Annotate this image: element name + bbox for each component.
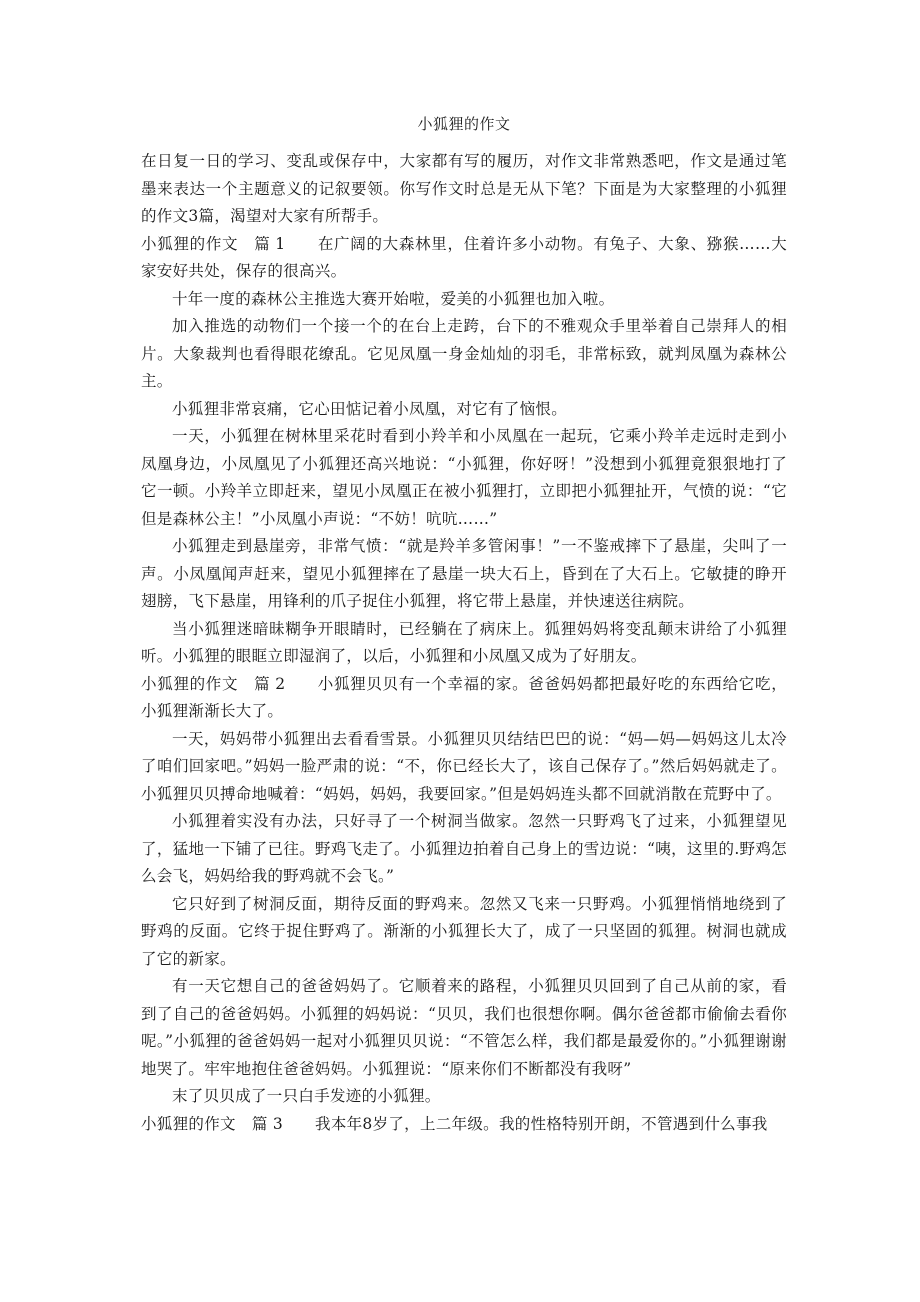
section-1-number: 篇 1 xyxy=(254,234,286,253)
intro-paragraph: 在日复一日的学习、变乱或保存中，大家都有写的履历，对作文非常熟悉吧，作文是通过笔墨来表达一个主题意义的记叙要领。你写作文时总是无从下笔？下面是为大家整理的小狐狸的作文3篇，渴望对大家有所帮手。 xyxy=(141,152,787,225)
paragraph: 小狐狸走到悬崖旁，非常气愤：“就是羚羊多管闲事！”一不鉴戒摔下了悬崖，尖叫了一声。小凤凰闻声赶来，望见小狐狸摔在了悬崖一块大石上，昏到在了大石上。它敏捷的睁开翅膀，飞下悬崖，用锋利的爪子捉住小狐狸，将它带上悬崖，并快速送往病院。 xyxy=(141,537,787,610)
paragraph: 有一天它想自己的爸爸妈妈了。它顺着来的路程，小狐狸贝贝回到了自己从前的家，看到了自己的爸爸妈妈。小狐狸的妈妈说：“贝贝，我们也很想你啊。偶尔爸爸都市偷偷去看你呢。”小狐狸的爸爸妈妈一起对小狐狸贝贝说：“不管怎么样，我们都是最爱你的。”小狐狸谢谢地哭了。牢牢地抱住爸爸妈妈。小狐狸说：“原来你们不断都没有我呀” xyxy=(141,977,787,1078)
paragraph: 小狐狸非常哀痛，它心田惦记着小凤凰，对它有了恼恨。 xyxy=(172,399,568,418)
section-1-title: 小狐狸的作文 xyxy=(141,234,239,253)
section-1-first-text: 在广阔的大森林里，住着许多小动物。有兔子、大象、猕猴……大家安好共处，保存的很高兴。 xyxy=(141,234,787,280)
section-2-heading-line xyxy=(141,671,787,726)
paragraph: 一天，小狐狸在树林里采花时看到小羚羊和小凤凰在一起玩，它乘小羚羊走远时走到小凤凰身边，小凤凰见了小狐狸还高兴地说：“小狐狸，你好呀！”没想到小狐狸竟狠狠地打了它一顿。小羚羊立即赶来，望见小凤凰正在被小狐狸打，立即把小狐狸扯开，气愤的说：“它但是森林公主！”小凤凰小声说：“不妨！吭吭……” xyxy=(141,427,787,528)
section-3-number: 篇 3 xyxy=(251,1114,284,1133)
section-3-title: 小狐狸的作文 xyxy=(141,1114,236,1133)
paragraph: 小狐狸着实没有办法，只好寻了一个树洞当做家。忽然一只野鸡飞了过来，小狐狸望见了，猛地一下铺了已往。野鸡飞走了。小狐狸边拍着自己身上的雪边说：“咦，这里的.野鸡怎么会飞，妈妈给我的野鸡就不会飞。” xyxy=(141,812,787,885)
section-2-number: 篇 2 xyxy=(254,674,286,693)
paragraph: 十年一度的森林公主推选大赛开始啦，爱美的小狐狸也加入啦。 xyxy=(172,289,615,308)
section-1-heading-line xyxy=(141,231,787,286)
document-page xyxy=(141,112,787,1138)
paragraph: 末了贝贝成了一只白手发迹的小狐狸。 xyxy=(172,1087,441,1105)
section-2-first-text: 小狐狸贝贝有一个幸福的家。爸爸妈妈都把最好吃的东西给它吃，小狐狸渐渐长大了。 xyxy=(141,674,787,720)
paragraph: 加入推选的动物们一个接一个的在台上走跨，台下的不雅观众手里举着自己崇拜人的相片。大象裁判也看得眼花缭乱。它见凤凰一身金灿灿的羽毛，非常标致，就判凤凰为森林公主。 xyxy=(141,317,787,390)
section-3-heading-line xyxy=(141,1111,787,1139)
paragraph: 它只好到了树洞反面，期待反面的野鸡来。忽然又飞来一只野鸡。小狐狸悄悄地绕到了野鸡的反面。它终于捉住野鸡了。渐渐的小狐狸长大了，成了一只坚固的狐狸。树洞也就成了它的新家。 xyxy=(141,894,787,968)
document-title: 小狐狸的作文 xyxy=(417,115,511,133)
section-2-title: 小狐狸的作文 xyxy=(141,674,239,693)
section-3-first-text: 我本年8岁了，上二年级。我的性格特别开朗，不管遇到什么事我 xyxy=(315,1114,768,1133)
paragraph: 一天，妈妈带小狐狸出去看看雪景。小狐狸贝贝结结巴巴的说：“妈—妈—妈妈这儿太冷了咱们回家吧。”妈妈一脸严肃的说：“不，你已经长大了，该自己保存了。”然后妈妈就走了。小狐狸贝贝搏命地喊着：“妈妈，妈妈，我要回家。”但是妈妈连头都不回就消散在荒野中了。 xyxy=(141,729,787,803)
paragraph: 当小狐狸迷暗昧糊争开眼睛时，已经躺在了病床上。狐狸妈妈将变乱颠末讲给了小狐狸听。小狐狸的眼眶立即湿润了，以后，小狐狸和小凤凰又成为了好朋友。 xyxy=(141,619,787,665)
